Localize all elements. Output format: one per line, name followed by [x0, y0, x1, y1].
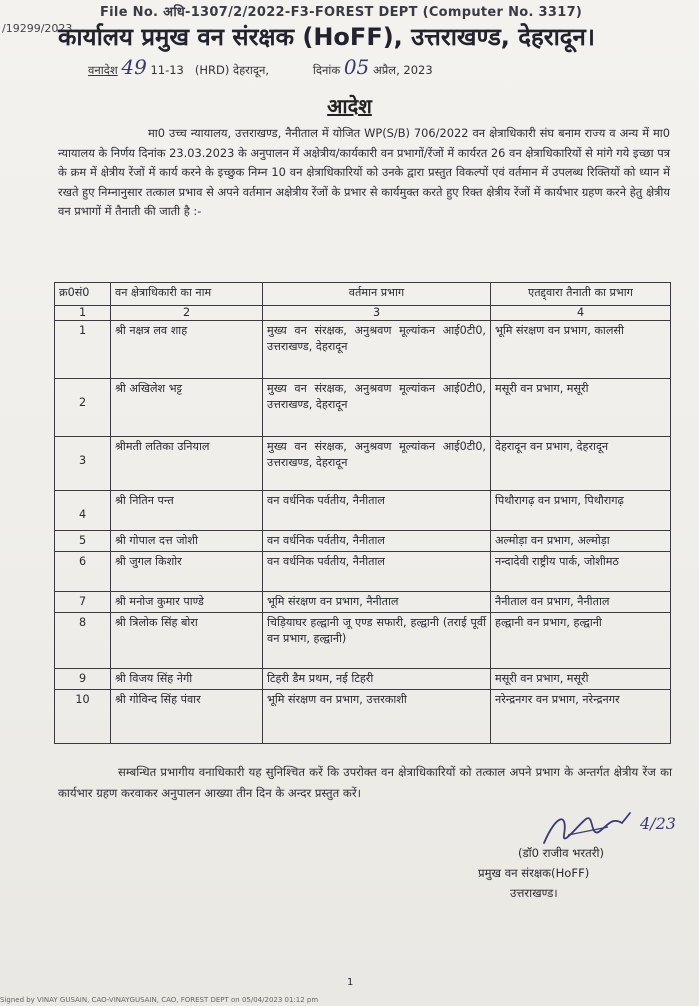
row-sno: 5 — [55, 531, 111, 552]
signature-date: 4/23 — [640, 814, 676, 833]
row-name: श्री अखिलेश भट्ट — [111, 379, 263, 437]
order-number-handwritten: 49 — [121, 55, 147, 79]
row-current: मुख्य वन संरक्षक, अनुश्रवण मूल्यांकन आई0टी0, उत्तराखण्ड, देहरादून — [263, 321, 491, 379]
row-sno: 1 — [55, 321, 111, 379]
table-row — [55, 437, 671, 491]
row-sno-text: 3 — [78, 454, 87, 467]
row-current: चिड़ियाघर हल्द्वानी जू एण्ड सफारी, हल्द्वानी (तराई पूर्वी वन प्रभाग, हल्द्वानी) — [263, 613, 491, 669]
row-posting: मसूरी वन प्रभाग, मसूरी — [491, 669, 671, 690]
table-row — [55, 669, 671, 690]
table-row — [55, 613, 671, 669]
column-number-row — [55, 306, 671, 321]
row-name: श्रीमती लतिका उनियाल — [111, 437, 263, 491]
row-posting: नन्दादेवी राष्ट्रीय पार्क, जोशीमठ — [491, 552, 671, 592]
row-current: वन वर्धनिक पर्वतीय, नैनीताल — [263, 491, 491, 531]
col-number: 3 — [263, 306, 491, 321]
row-name: श्री गोविन्द सिंह पंवार — [111, 690, 263, 744]
office-title: कार्यालय प्रमुख वन संरक्षक (HoFF), उत्तराखण्ड, देहरादून। — [58, 23, 595, 51]
posting-table — [54, 282, 671, 744]
row-current: वन वर्धनिक पर्वतीय, नैनीताल — [263, 552, 491, 592]
reference-number: /19299/2023 — [2, 22, 73, 35]
digital-signature-footer: Signed by VINAY GUSAIN, CAO-VINAYGUSAIN, CAO, FOREST DEPT on 05/04/2023 01:12 pm — [0, 996, 319, 1004]
row-posting: नैनीताल वन प्रभाग, नैनीताल — [491, 592, 671, 613]
row-name: श्री विजय सिंह नेगी — [111, 669, 263, 690]
row-sno: 6 — [55, 552, 111, 592]
row-sno: 9 — [55, 669, 111, 690]
table-header-row — [55, 283, 671, 306]
date-handwritten: 05 — [343, 55, 370, 79]
table-row — [55, 552, 671, 592]
signatory-name: (डॉ0 राजीव भरतरी) — [517, 846, 604, 860]
col-header-posting: एतद्द्वारा तैनाती का प्रभाग — [491, 283, 671, 306]
col-number: 4 — [491, 306, 671, 321]
order-dept: (HRD) देहरादून, — [194, 63, 270, 77]
signatory-designation: प्रमुख वन संरक्षक(HoFF) — [478, 866, 590, 880]
row-sno: 8 — [55, 613, 111, 669]
page-number: 1 — [347, 977, 354, 988]
row-sno-text: 4 — [78, 508, 87, 521]
row-posting: पिथौरागढ़ वन प्रभाग, पिथौरागढ़ — [491, 491, 671, 531]
intro-paragraph: मा0 उच्च न्यायालय, उत्तराखण्ड, नैनीताल में योजित WP(S/B) 706/2022 वन क्षेत्राधिकारी संघ बनाम राज्य व अन्य में मा0 न्यायालय के निर्णय दिनांक 23.03.2023 के अनुपालन में अक्षेत्रीय/कार्यकारी वन प्रभागों/रेंजों में कार्यरत 26 वन क्षेत्राधिकारियों से मांगे गये इच्छा पत्र के क्रम में क्षेत्रीय रेंजों में कार्य करने के इच्छुक निम्न 10 वन क्षेत्राधिकारियों को उनके द्वारा प्रस्तुत विकल्पों एवं वर्तमान में उपलब्ध रिक्तियों को ध्यान में रखते हुए निम्नानुसार तत्काल प्रभाव से अपने वर्तमान अक्षेत्रीय रेंजों के प्रभार से कार्यमुक्त करते हुए रिक्त क्षेत्रीय रेंजों में कार्यभार ग्रहण करने हेतु क्षेत्रीय वन प्रभागों में तैनाती की जाती है :- — [58, 126, 670, 219]
row-posting: मसूरी वन प्रभाग, मसूरी — [491, 379, 671, 437]
col-number: 2 — [111, 306, 263, 321]
row-current: मुख्य वन संरक्षक, अनुश्रवण मूल्यांकन आई0टी0, उत्तराखण्ड, देहरादून — [263, 437, 491, 491]
table-row — [55, 531, 671, 552]
col-header-current: वर्तमान प्रभाग — [263, 283, 491, 306]
file-number: File No. अधि-1307/2/2022-F3-FOREST DEPT (Computer No. 3317) — [100, 5, 583, 20]
col-header-sno: क्र0सं0 — [55, 283, 111, 306]
row-name: श्री त्रिलोक सिंह बोरा — [111, 613, 263, 669]
row-sno: 7 — [55, 592, 111, 613]
row-current: भूमि संरक्षण वन प्रभाग, उत्तरकाशी — [263, 690, 491, 744]
col-number: 1 — [55, 306, 111, 321]
row-sno — [55, 491, 111, 531]
row-name: श्री गोपाल दत्त जोशी — [111, 531, 263, 552]
row-posting: हल्द्वानी वन प्रभाग, हल्द्वानी — [491, 613, 671, 669]
row-sno-text: 2 — [78, 396, 87, 409]
table-row — [55, 690, 671, 744]
order-label: वनादेश — [88, 63, 118, 77]
table-row — [55, 592, 671, 613]
row-posting: भूमि संरक्षण वन प्रभाग, कालसी — [491, 321, 671, 379]
row-current: भूमि संरक्षण वन प्रभाग, नैनीताल — [263, 592, 491, 613]
col-header-name: वन क्षेत्राधिकारी का नाम — [111, 283, 263, 306]
table-row — [55, 491, 671, 531]
order-suffix: 11-13 — [150, 63, 184, 77]
row-name: श्री जुगल किशोर — [111, 552, 263, 592]
row-posting: देहरादून वन प्रभाग, देहरादून — [491, 437, 671, 491]
date-label: दिनांक — [312, 63, 341, 77]
row-current: मुख्य वन संरक्षक, अनुश्रवण मूल्यांकन आई0टी0, उत्तराखण्ड, देहरादून — [263, 379, 491, 437]
row-posting: अल्मोड़ा वन प्रभाग, अल्मोड़ा — [491, 531, 671, 552]
table-row — [55, 321, 671, 379]
row-current: वन वर्धनिक पर्वतीय, नैनीताल — [263, 531, 491, 552]
signatory-state: उत्तराखण्ड। — [510, 886, 558, 900]
row-current: टिहरी डैम प्रथम, नई टिहरी — [263, 669, 491, 690]
date-rest: अप्रैल, 2023 — [372, 63, 433, 77]
row-name: श्री नितिन पन्त — [111, 491, 263, 531]
row-sno: 10 — [55, 690, 111, 744]
row-name: श्री मनोज कुमार पाण्डे — [111, 592, 263, 613]
row-name: श्री नक्षत्र लव शाह — [111, 321, 263, 379]
table-row — [55, 379, 671, 437]
row-sno — [55, 437, 111, 491]
row-posting: नरेन्द्रनगर वन प्रभाग, नरेन्द्रनगर — [491, 690, 671, 744]
document-title: आदेश — [327, 94, 372, 118]
order-number-line — [88, 55, 433, 79]
closing-paragraph: सम्बन्धित प्रभागीय वनाधिकारी यह सुनिश्चित करें कि उपरोक्त वन क्षेत्राधिकारियों को तत्काल अपने प्रभाग के अन्तर्गत क्षेत्रीय रेंज का कार्यभार ग्रहण करवाकर अनुपालन आख्या तीन दिन के अन्दर प्रस्तुत करें। — [58, 765, 672, 800]
row-sno — [55, 379, 111, 437]
